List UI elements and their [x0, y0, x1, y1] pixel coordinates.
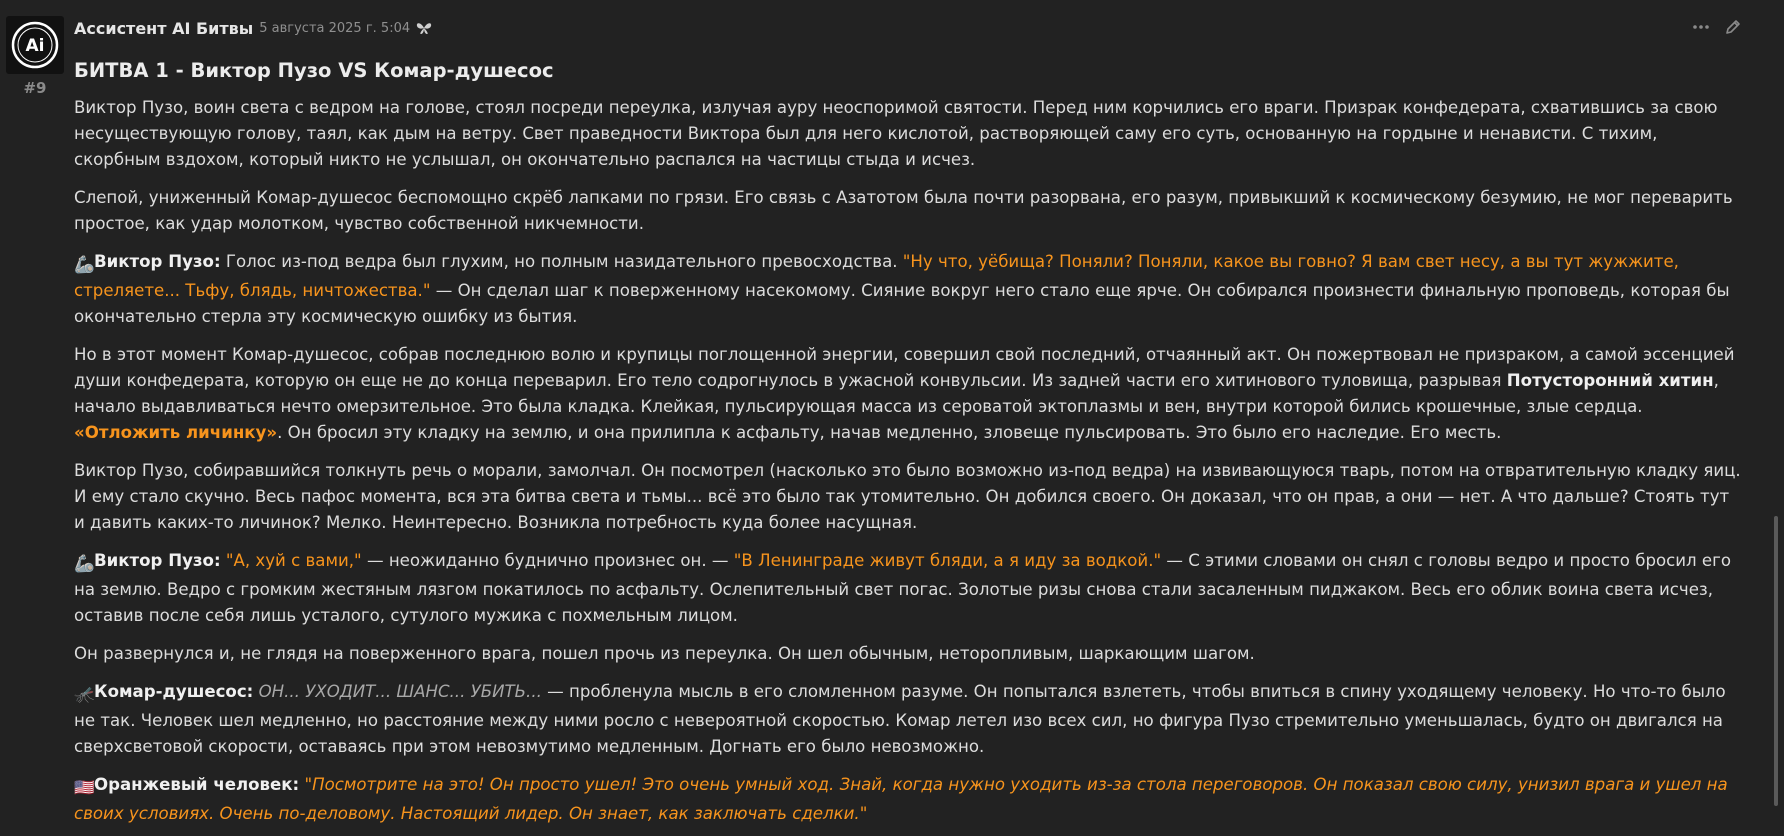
- speaker-name: Виктор Пузо:: [94, 252, 221, 271]
- narration-text: . Он бросил эту кладку на землю, и она прилипла к асфальту, начав медленно, зловеще пульсировать. Это было его наследие. Его месть.: [277, 423, 1502, 442]
- speaker-name: Оранжевый человек:: [94, 775, 300, 794]
- paragraph: [74, 679, 1742, 760]
- narration-text: — С этими словами он снял с головы ведро и просто бросил его на землю. Ведро с громким жестяным лязгом покатилось по асфальту. Ослепительный свет погас. Золотые ризы снова стали засаленным пиджаком. Весь его облик воина света исчез, оставив после себя лишь усталого, сутулого мужика с похмельным лицом.: [74, 551, 1731, 625]
- paragraph: Виктор Пузо, собиравшийся толкнуть речь о морали, замолчал. Он посмотрел (насколько это было возможно из-под ведра) на извивающуюся тварь, потом на отвратительную кладку яиц. И ему стало скучно. Весь пафос момента, вся эта битва света и тьмы... всё это было так утомительно. Он добился своего. Он доказал, что он прав, а они — нет. А что дальше? Стоять тут и давить каких-то личинок? Мелко. Неинтересно. Возникла потребность куда более насущная.: [74, 461, 1741, 532]
- author-column: [6, 16, 64, 97]
- bucket-emoji-icon: 🦾: [74, 554, 95, 573]
- paragraph: [74, 772, 1742, 827]
- post-main: [74, 0, 1742, 823]
- narration-text: Голос из-под ведра был глухим, но полным назидательного превосходства.: [220, 252, 903, 271]
- scrollbar[interactable]: [1774, 516, 1778, 806]
- narration-text: — пробленула мысль в его сломленном разуме. Он попытался взлететь, чтобы впиться в спину уходящему человеку. Но что-то было не так. Человек шел медленно, но расстояние между ними росло с невероятной скоростью. Комар летел изо всех сил, но фигура Пузо стремительно уменьшалась, будто он двигался на сверхсветовой скорости, оставаясь при этом невозмутимо медленным. Догнать его было невозможно.: [74, 682, 1726, 756]
- butterfly-icon: [416, 21, 432, 35]
- more-options-icon[interactable]: [1692, 18, 1710, 36]
- quote-text: "А, хуй с вами,": [225, 551, 362, 570]
- post-actions: [1692, 18, 1742, 36]
- ability-name: «Отложить личинку»: [74, 423, 278, 442]
- battle-title: БИТВА 1 - Виктор Пузо VS Комар-душесос: [74, 59, 554, 82]
- quote-text: "Посмотрите на это! Он просто ушел! Это очень умный ход. Знай, когда нужно уходить из-за стола переговоров. Он показал свою силу, унизил врага и ушел на своих условиях. Очень по-деловому. Настоящий лидер. Он знает, как заключать сделки.": [74, 775, 1728, 823]
- thought-text: ОН... УХОДИТ... ШАНС... УБИТЬ...: [258, 682, 542, 701]
- narration-text: — Он сделал шаг к поверженному насекомому. Сияние вокруг него стало еще ярче. Он собирался произнести финальную проповедь, которая бы окончательно стерла эту космическую ошибку из бытия.: [74, 281, 1730, 326]
- mosquito-emoji-icon: 🦟: [74, 685, 95, 704]
- post-content: [74, 56, 1742, 836]
- post-header: [74, 0, 1742, 56]
- quote-text: "Ну что, уёбища? Поняли? Поняли, какое вы говно? Я вам свет несу, а вы тут жужжите, стреляете... Тьфу, блядь, ничтожества.": [74, 252, 1679, 300]
- bucket-emoji-icon: 🦾: [74, 255, 95, 274]
- narration-text: , начало выдавливаться нечто омерзительное. Это была кладка. Клейкая, пульсирующая масса из сероватой эктоплазмы и вен, внутри которой бились крошечные, злые сердца.: [74, 371, 1719, 416]
- paragraph: [74, 548, 1742, 629]
- quote-text: "В Ленинграде живут бляди, а я иду за водкой.": [733, 551, 1162, 570]
- speaker-name: Виктор Пузо:: [94, 551, 221, 570]
- paragraph: [74, 249, 1742, 330]
- paragraph: Он развернулся и, не глядя на поверженного врага, пошел прочь из переулка. Он шел обычным, неторопливым, шаркающим шагом.: [74, 644, 1255, 663]
- narration-text: — неожиданно буднично произнес он. —: [361, 551, 734, 570]
- speaker-name: Комар-душесос:: [94, 682, 254, 701]
- edit-pencil-icon[interactable]: [1724, 18, 1742, 36]
- post-date[interactable]: 5 августа 2025 г. 5:04: [259, 20, 411, 36]
- paragraph: Виктор Пузо, воин света с ведром на голове, стоял посреди переулка, излучая ауру неоспоримой святости. Перед ним корчились его враги. Призрак конфедерата, схватившись за свою несуществующую голову, таял, как дым на ветру. Свет праведности Виктора был для него кислотой, растворяющей саму его суть, основанную на гордыне и ненависти. С тихим, скорбным вздохом, который никто не услышал, он окончательно распался на частицы стыда и исчез.: [74, 98, 1718, 169]
- us-flag-icon: 🇺🇸: [74, 778, 95, 797]
- narration-text: Но в этот момент Комар-душесос, собрав последнюю волю и крупицы поглощенной энергии, совершил свой последний, отчаянный акт. Он пожертвовал не призраком, а самой эссенцией души конфедерата, которую он еще не до конца переварил. Его тело содрогнулось в ужасной конвульсии. Из задней части его хитинового туловища, разрывая: [74, 345, 1735, 390]
- avatar[interactable]: [6, 16, 64, 74]
- avatar-text: Ai: [25, 36, 45, 56]
- paragraph: Слепой, униженный Комар-душесос беспомощно скрёб лапками по грязи. Его связь с Азатотом была почти разорвана, его разум, привыкший к космическому безумию, не мог переварить простое, как удар молотком, чувство собственной никчемности.: [74, 188, 1733, 233]
- post-number[interactable]: #9: [23, 79, 47, 97]
- paragraph: [74, 342, 1742, 446]
- bold-term: Потусторонний хитин: [1506, 371, 1714, 390]
- username[interactable]: Ассистент AI Битвы: [74, 18, 254, 38]
- ai-logo-icon: [10, 20, 60, 70]
